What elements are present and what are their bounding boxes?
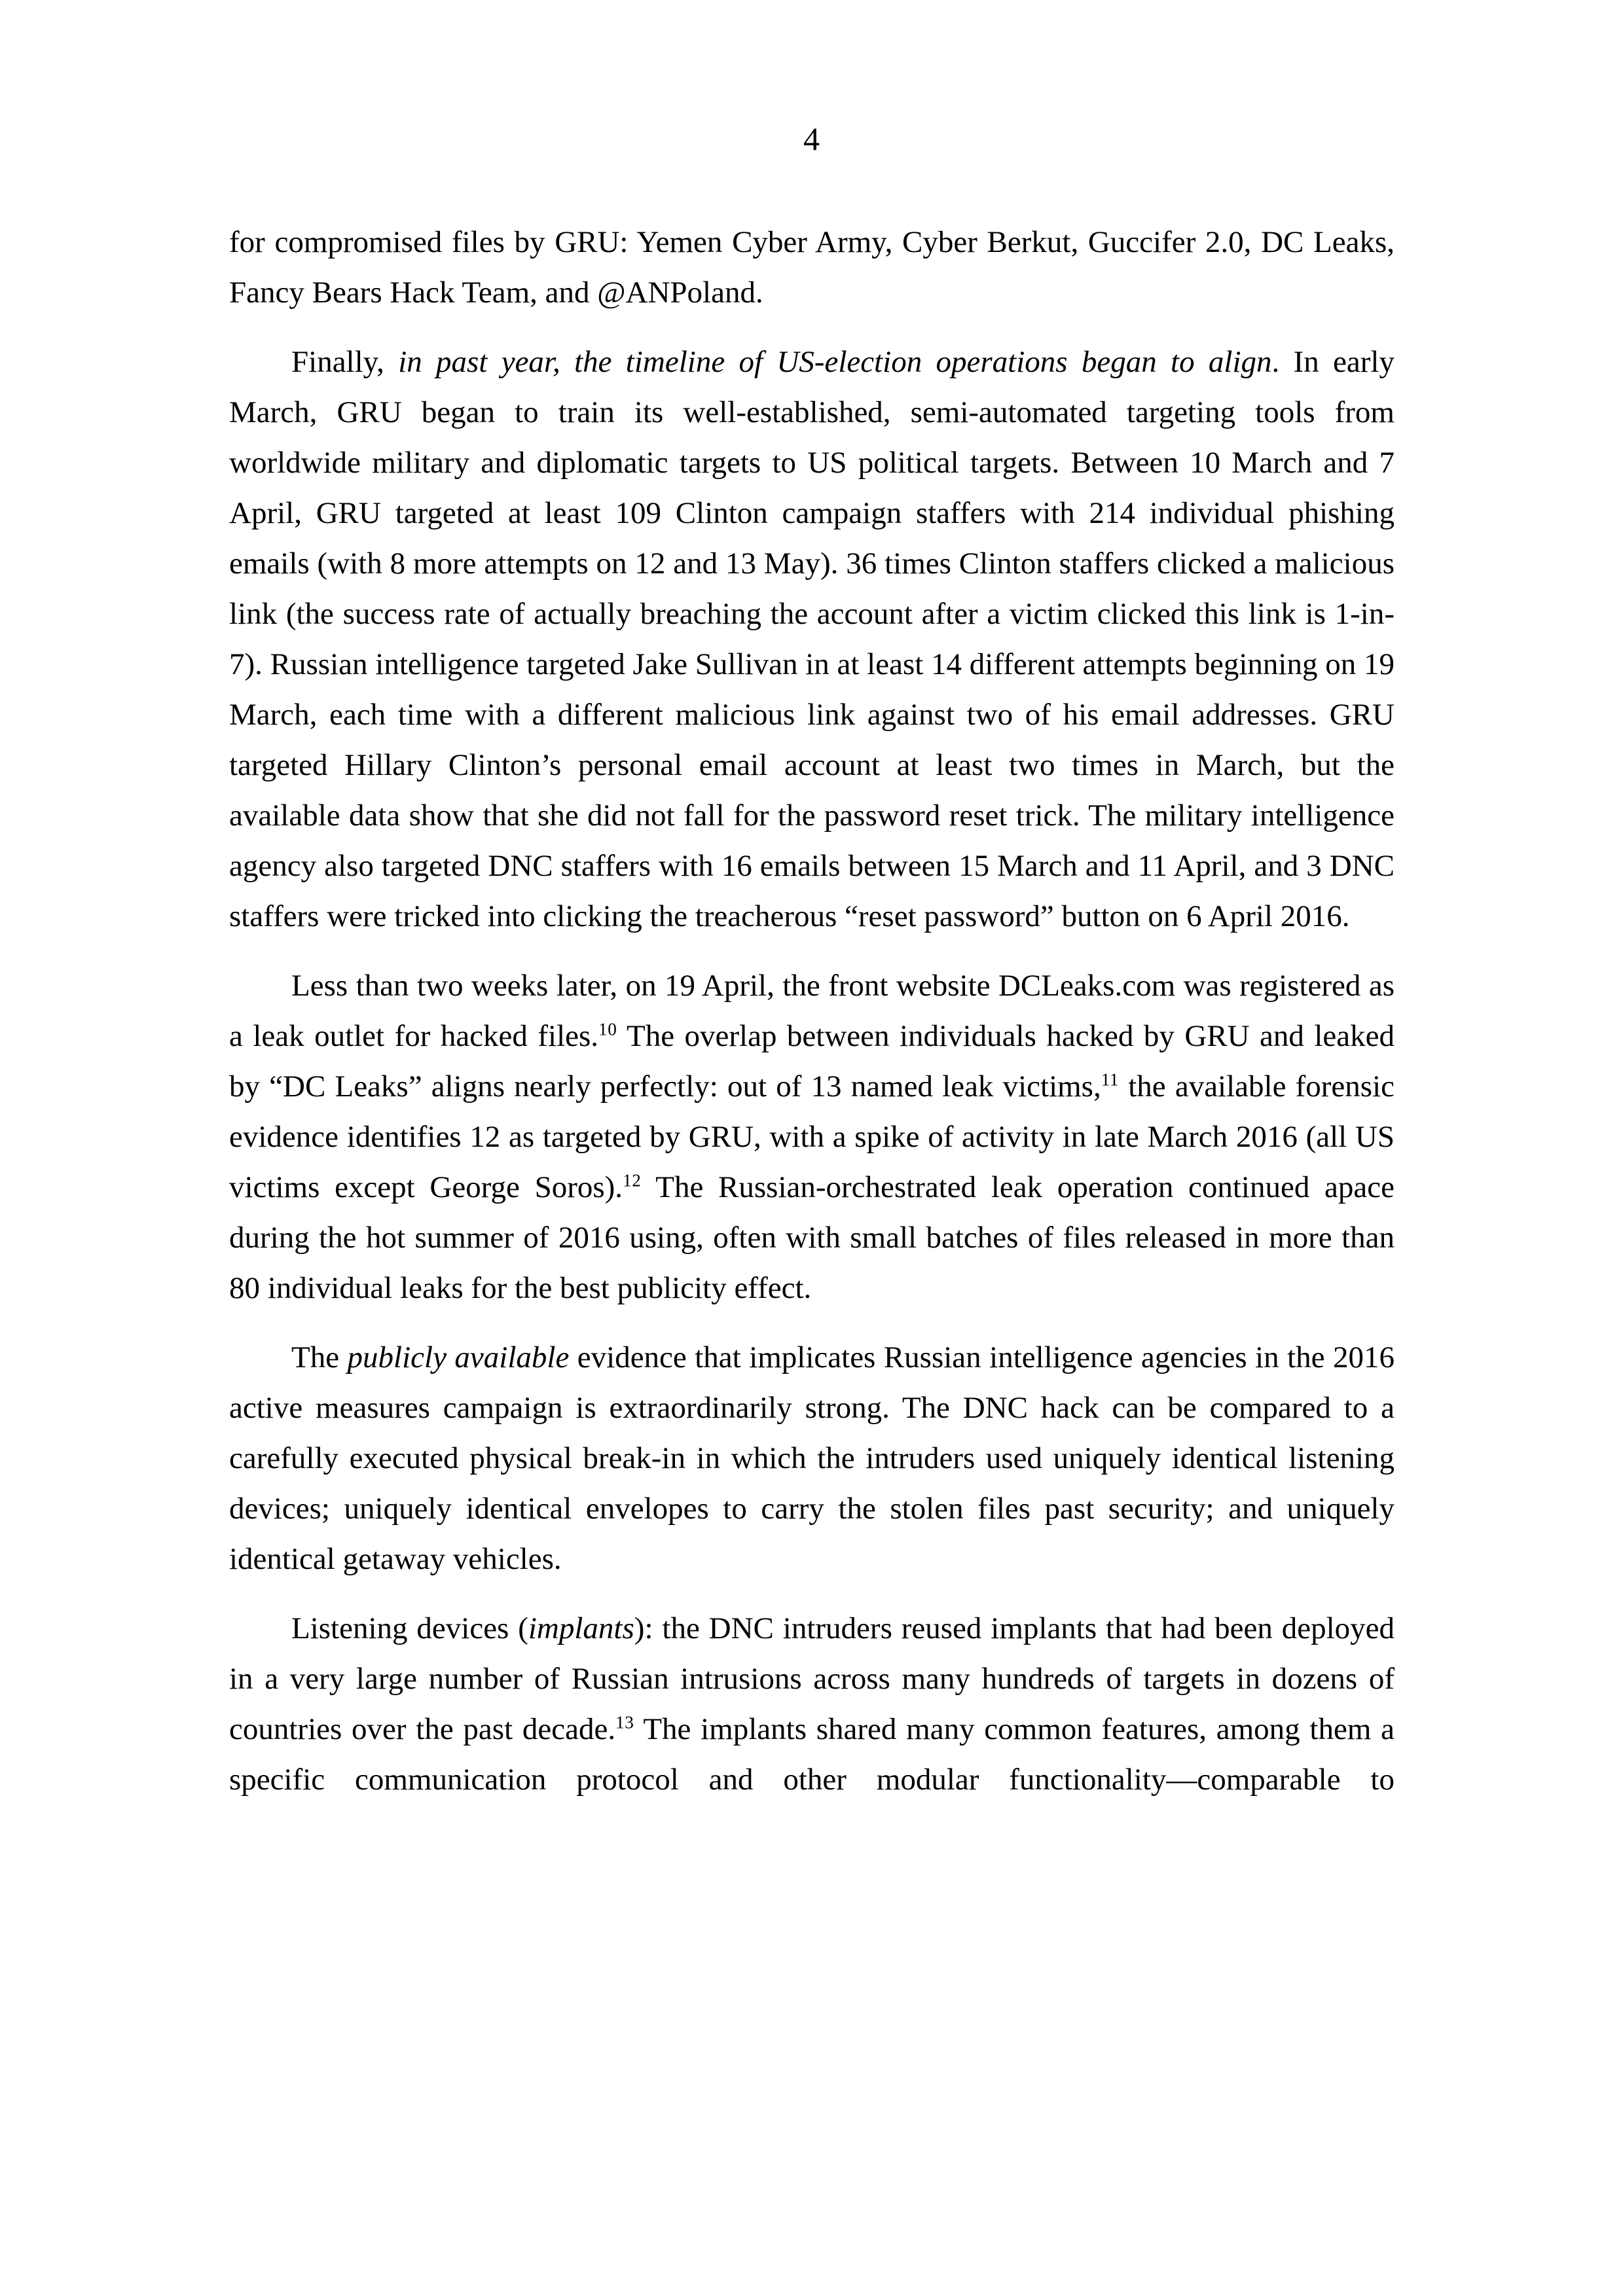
text-run: ): the DNC intruders reused implants that had been deployed in a very large number of Russian intrusions across many hundreds of targets in dozens of countries over the past decade. <box>229 1611 1395 1746</box>
paragraph <box>229 1333 1395 1585</box>
italic-run: implants <box>528 1611 634 1645</box>
text-run: The <box>291 1340 348 1374</box>
italic-run: publicly available <box>347 1340 570 1374</box>
text-run: for compromised files by GRU: Yemen Cyber Army, Cyber Berkut, Guccifer 2.0, DC Leaks, Fancy Bears Hack Team, and @ANPoland. <box>229 225 1395 310</box>
text-run: Finally, <box>291 345 399 379</box>
text-run: The overlap between individuals hacked by GRU and leaked by “DC Leaks” aligns nearly perfectly: out of 13 named leak victims, <box>229 1019 1395 1103</box>
footnote-reference: 13 <box>615 1712 634 1732</box>
paragraph <box>229 337 1395 942</box>
page-number: 4 <box>803 120 820 157</box>
text-run: Less than two weeks later, on 19 April, the front website DCLeaks.com was registered as a leak outlet for hacked files. <box>229 969 1395 1053</box>
text-run: evidence that implicates Russian intelligence agencies in the 2016 active measures campaign is extraordinarily strong. The DNC hack can be compared to a carefully executed physical break-in in which the intruders used uniquely identical listening devices; uniquely identical envelopes to carry the stolen files past security; and uniquely identical getaway vehicles. <box>229 1340 1395 1576</box>
text-run: . In early March, GRU began to train its well-established, semi-automated targeting tools from worldwide military and diplomatic targets to US political targets. Between 10 March and 7 April, GRU targeted at least 109 Clinton campaign staffers with 214 individual phishing emails (with 8 more attempts on 12 and 13 May). 36 times Clinton staffers clicked a malicious link (the success rate of actually breaching the account after a victim clicked this link is 1-in-7). Russian intelligence targeted Jake Sullivan in at least 14 different attempts beginning on 19 March, each time with a different malicious link against two of his email addresses. GRU targeted Hillary Clinton’s personal email account at least two times in March, but the available data show that she did not fall for the password reset trick. The military intelligence agency also targeted DNC staffers with 16 emails between 15 March and 11 April, and 3 DNC staffers were tricked into clicking the treacherous “reset password” button on 6 April 2016. <box>229 345 1395 933</box>
text-run: Listening devices ( <box>291 1611 528 1645</box>
footnote-reference: 10 <box>598 1019 617 1039</box>
footnote-reference: 12 <box>623 1170 642 1191</box>
page-body <box>229 217 1395 1805</box>
footnote-reference: 11 <box>1101 1069 1120 1090</box>
paragraph <box>229 217 1395 318</box>
paragraph <box>229 1604 1395 1805</box>
text-run: the available forensic evidence identifies 12 as targeted by GRU, with a spike of activity in late March 2016 (all US victims except George Soros). <box>229 1069 1395 1204</box>
text-run: The Russian-orchestrated leak operation continued apace during the hot summer of 2016 using, often with small batches of files released in more than 80 individual leaks for the best publicity effect. <box>229 1170 1395 1305</box>
text-run: The implants shared many common features, among them a specific communication protocol and other modular functionality—comparable to <box>229 1712 1395 1797</box>
italic-run: in past year, the timeline of US-election operations began to align <box>398 345 1272 379</box>
paragraph <box>229 961 1395 1314</box>
